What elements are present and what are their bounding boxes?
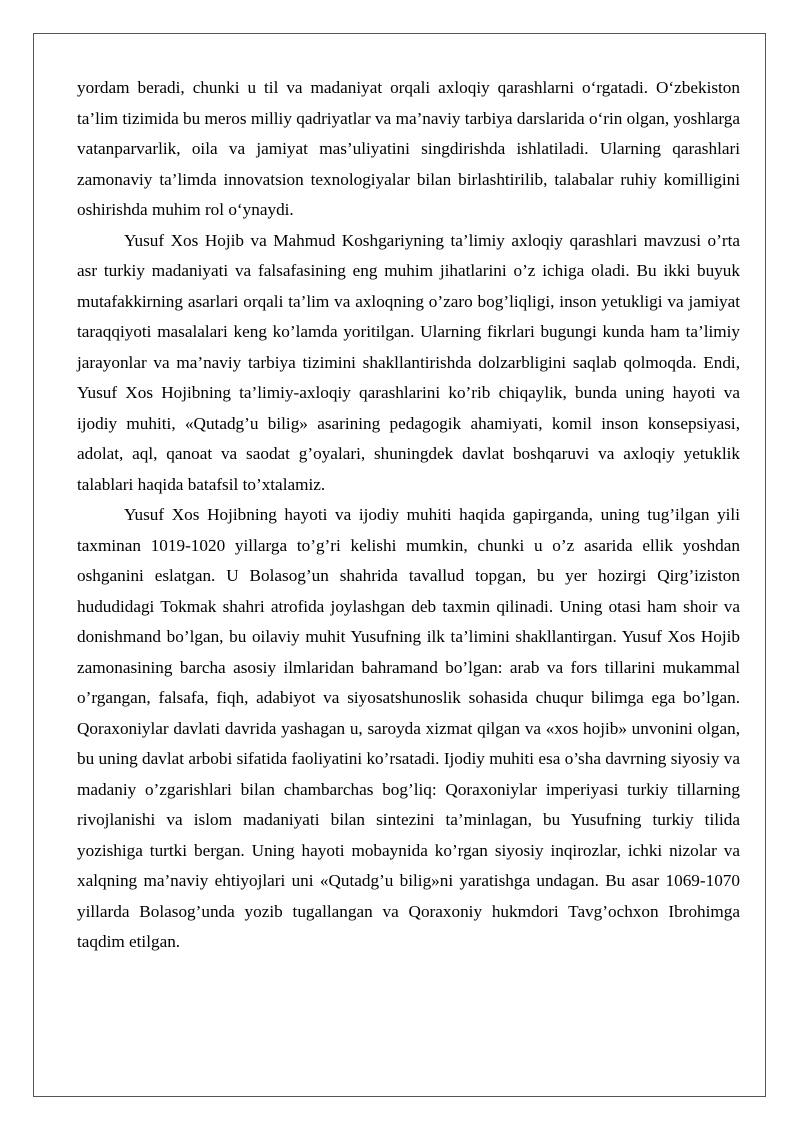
document-body xyxy=(77,73,740,958)
paragraph-biography: Yusuf Xos Hojibning hayoti va ijodiy muhiti haqida gapirganda, uning tug’ilgan yili taxminan 1019-1020 yillarga to’g’ri kelishi mumkin, chunki u o’z asarida ellik yoshdan oshganini eslatgan. U Bolasog’un shahrida tavallud topgan, bu yer hozirgi Qirg’iziston hududidagi Tokmak shahri atrofida joylashgan deb taxmin qilinadi. Uning otasi ham shoir va donishmand bo’lgan, bu oilaviy muhit Yusufning ilk ta’limini shakllantirgan. Yusuf Xos Hojib zamonasining barcha asosiy ilmlaridan bahramand bo’lgan: arab va fors tillarini mukammal o’rgangan, falsafa, fiqh, adabiyot va siyosatshunoslik sohasida chuqur bilimga ega bo’lgan. Qoraxoniylar davlati davrida yashagan u, saroyda xizmat qilgan va «xos hojib» unvonini olgan, bu uning davlat arbobi sifatida faoliyatini ko’rsatadi. Ijodiy muhiti esa o’sha davrning siyosiy va madaniy o’zgarishlari bilan chambarchas bog’liq: Qoraxoniylar imperiyasi turkiy tillarning rivojlanishi va islom madaniyati bilan sintezini ta’minlagan, bu Yusufning turkiy tilida yozishiga turtki bergan. Uning hayoti mobaynida ko’rgan siyosiy inqirozlar, ichki nizolar va xalqning ma’naviy ehtiyojlari uni «Qutadg’u bilig»ni yaratishga undagan. Bu asar 1069-1070 yillarda Bolasog’unda yozib tugallangan va Qoraxoniy hukmdori Tavg’ochxon Ibrohimga taqdim etilgan. xyxy=(77,505,740,951)
paragraph-continuation: yordam beradi, chunki u til va madaniyat orqali axloqiy qarashlarni o‘rgatadi. O‘zbekiston ta’lim tizimida bu meros milliy qadriyatlar va ma’naviy tarbiya darslarida o‘rin olgan, yoshlarga vatanparvarlik, oila va jamiyat mas’uliyatini singdirishda ishlatiladi. Ularning qarashlari zamonaviy ta’limda innovatsion texnologiyalar bilan birlashtirilib, talabalar ruhiy komilligini oshirishda muhim rol o‘ynaydi. xyxy=(77,78,740,219)
paragraph-intro: Yusuf Xos Hojib va Mahmud Koshgariyning ta’limiy axloqiy qarashlari mavzusi o’rta asr turkiy madaniyati va falsafasining eng muhim jihatlarini o’z ichiga oladi. Bu ikki buyuk mutafakkirning asarlari orqali ta’lim va axloqning o’zaro bog’liqligi, inson yetukligi va jamiyat taraqqiyoti masalalari keng ko’lamda yoritilgan. Ularning fikrlari bugungi kunda ham ta’limiy jarayonlar va ma’naviy tarbiya tizimini shakllantirishda dolzarbligini saqlab qolmoqda. Endi, Yusuf Xos Hojibning ta’limiy-axloqiy qarashlarini ko’rib chiqaylik, bunda uning hayoti va ijodiy muhiti, «Qutadg’u bilig» asarining pedagogik ahamiyati, komil inson konsepsiyasi, adolat, aql, qanoat va saodat g’oyalari, shuningdek davlat boshqaruvi va axloqiy yetuklik talablari haqida batafsil to’xtalamiz. xyxy=(77,230,740,494)
